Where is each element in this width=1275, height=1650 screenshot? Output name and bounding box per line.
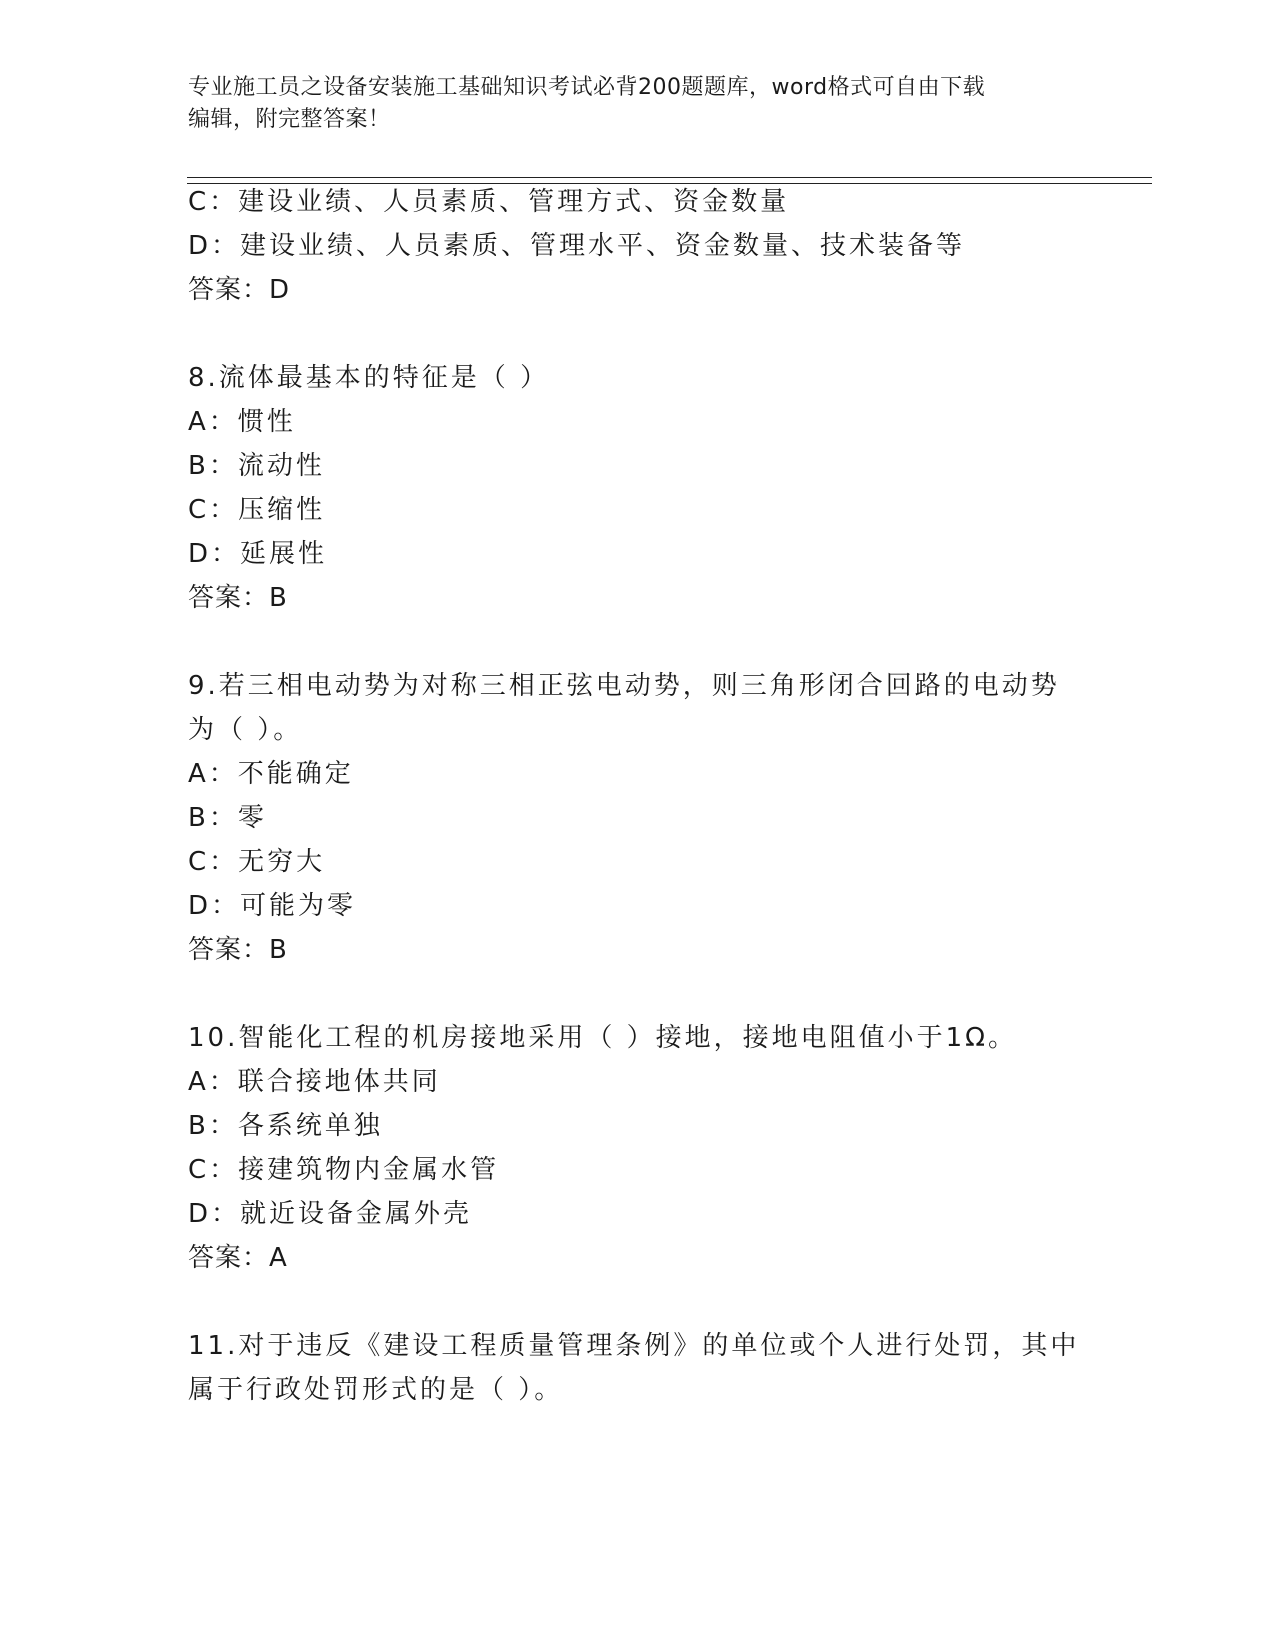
header-line-2: 编辑，附完整答案！ xyxy=(188,107,391,132)
header-divider-bottom xyxy=(187,183,1152,184)
header-line-1: 专业施工员之设备安装施工基础知识考试必背200题题库，word格式可自由下载 xyxy=(188,75,986,100)
question-8-option-b: B：流动性 xyxy=(188,451,325,481)
question-9-option-c: C：无穷大 xyxy=(188,847,326,877)
question-8-option-a: A：惯性 xyxy=(188,407,296,437)
question-10-stem: 10.智能化工程的机房接地采用（ ）接地，接地电阻值小于1Ω。 xyxy=(188,1023,1018,1053)
question-9-stem-line-1: 9.若三相电动势为对称三相正弦电动势，则三角形闭合回路的电动势 xyxy=(188,671,1060,701)
prev-option-c: C：建设业绩、人员素质、管理方式、资金数量 xyxy=(188,187,790,217)
question-9-option-d: D：可能为零 xyxy=(188,891,357,921)
question-9-stem-line-2: 为（ ）。 xyxy=(188,715,303,745)
prev-answer: 答案：D xyxy=(188,275,291,305)
question-9-answer: 答案：B xyxy=(188,935,288,965)
question-8-option-d: D：延展性 xyxy=(188,539,328,569)
question-8-stem: 8.流体最基本的特征是（ ） xyxy=(188,363,550,393)
question-9-option-a: A：不能确定 xyxy=(188,759,354,789)
question-11-stem-line-2: 属于行政处罚形式的是（ ）。 xyxy=(188,1375,564,1405)
question-10-option-b: B：各系统单独 xyxy=(188,1111,383,1141)
document-header xyxy=(188,72,1068,136)
question-10-option-a: A：联合接地体共同 xyxy=(188,1067,441,1097)
question-10-answer: 答案：A xyxy=(188,1243,288,1273)
question-11-stem-line-1: 11.对于违反《建设工程质量管理条例》的单位或个人进行处罚，其中 xyxy=(188,1331,1080,1361)
question-8-option-c: C：压缩性 xyxy=(188,495,326,525)
question-10-option-c: C：接建筑物内金属水管 xyxy=(188,1155,500,1185)
question-10-option-d: D：就近设备金属外壳 xyxy=(188,1199,473,1229)
header-divider-top xyxy=(187,177,1152,178)
question-8-answer: 答案：B xyxy=(188,583,288,613)
prev-option-d: D：建设业绩、人员素质、管理水平、资金数量、技术装备等 xyxy=(188,231,966,261)
question-9-option-b: B：零 xyxy=(188,803,267,833)
